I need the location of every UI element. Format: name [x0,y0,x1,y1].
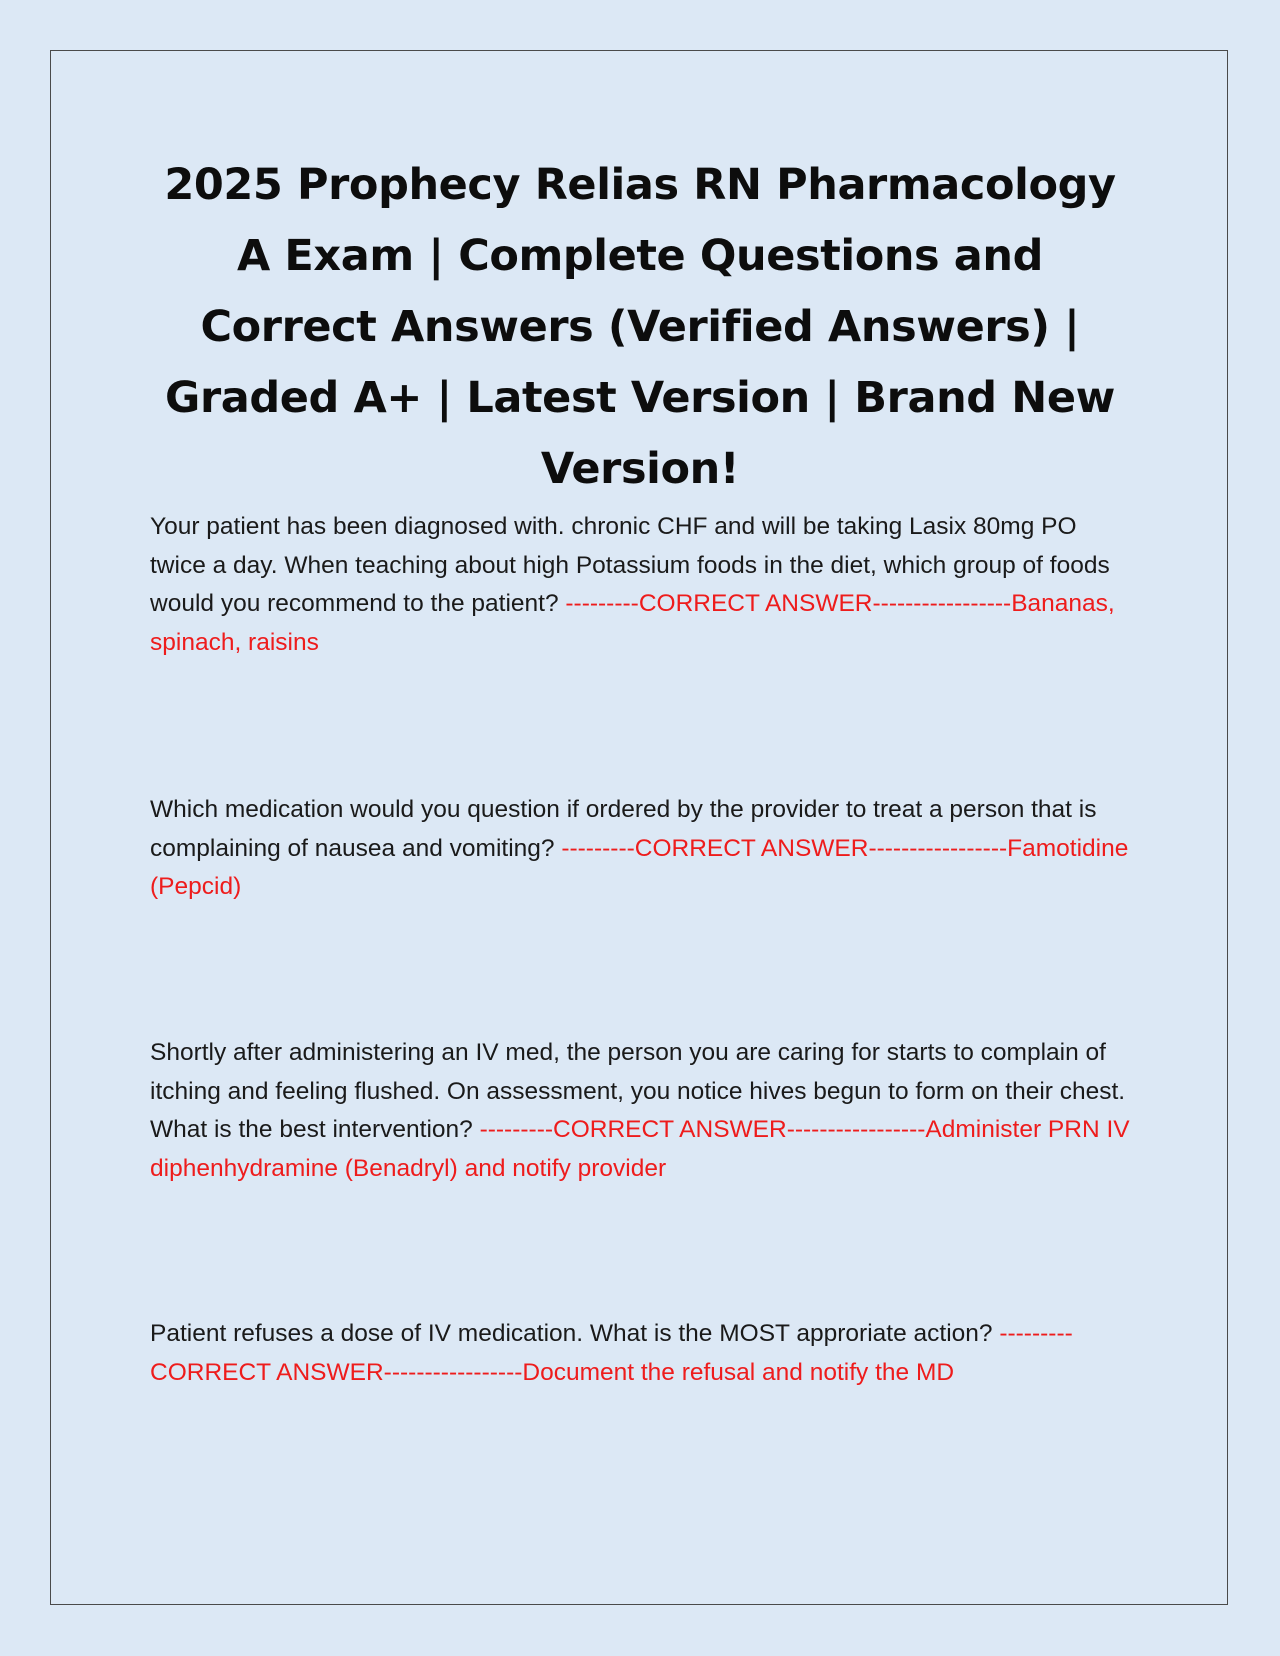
question-text: Shortly after administering an IV med, the person you are caring for starts to complain of itching and feeling flushed. On assessment, you notice hives begun to form on their chest. What is the best intervention? [150,1039,1126,1143]
correct-answer-text: ---------CORRECT ANSWER-----------------Document the refusal and notify the MD [150,1320,1073,1386]
qa-item [150,508,1135,662]
qa-item [150,1034,1135,1188]
qa-item [150,791,1135,907]
correct-answer-text: ---------CORRECT ANSWER-----------------Bananas, spinach, raisins [150,590,1115,656]
correct-answer-text: ---------CORRECT ANSWER-----------------Administer PRN IV diphenhydramine (Benadryl) and notify provider [150,1116,1130,1182]
question-text: Your patient has been diagnosed with. chronic CHF and will be taking Lasix 80mg PO twice a day. When teaching about high Potassium foods in the diet, which group of foods would you recommend to the patient? [150,513,1110,617]
document-title: 2025 Prophecy Relias RN Pharmacology A Exam | Complete Questions and Correct Answers (Verified Answers) | Graded A+ | Latest Version | Brand New Version! [164,160,1116,494]
question-text: Which medication would you question if ordered by the provider to treat a person that is complaining of nausea and vomiting? [150,796,1097,862]
correct-answer-text: ---------CORRECT ANSWER-----------------Famotidine (Pepcid) [150,834,1129,900]
qa-item [150,1315,1135,1392]
question-text: Patient refuses a dose of IV medication. What is the MOST approriate action? [150,1320,1000,1347]
